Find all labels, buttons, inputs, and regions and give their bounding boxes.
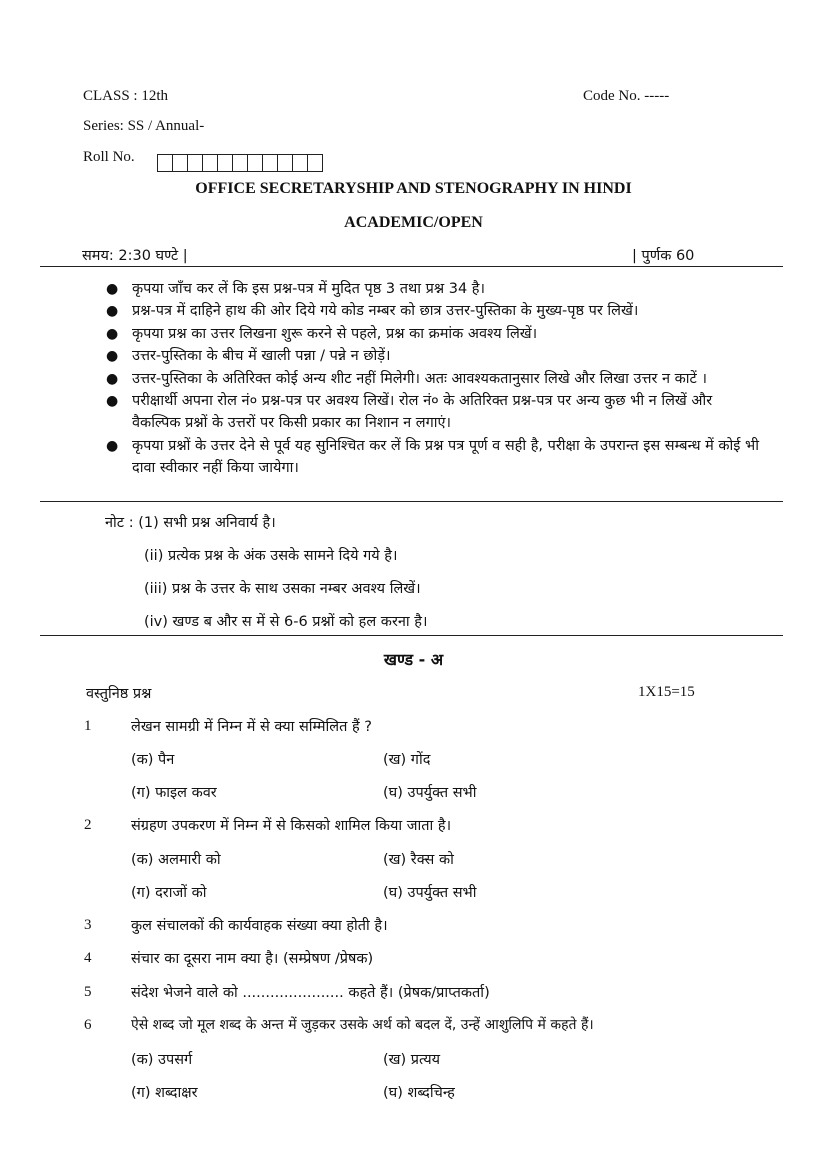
roll-box <box>263 155 278 171</box>
option: (ग) दराजों को <box>131 885 207 901</box>
roll-number-label: Roll No. <box>83 149 135 165</box>
bullet-icon: ● <box>106 303 119 320</box>
divider <box>40 635 783 636</box>
section-subheading: वस्तुनिष्ठ प्रश्न <box>86 686 152 702</box>
instruction-item: ● उत्तर-पुस्तिका के बीच में खाली पन्ना / पन्ने न छोड़ें। <box>105 345 765 367</box>
roll-box <box>308 155 322 171</box>
bullet-icon: ● <box>106 325 119 342</box>
question-number: 3 <box>84 917 92 933</box>
option: (ख) रैक्स को <box>383 852 454 868</box>
option: (क) अलमारी को <box>131 852 221 868</box>
subject-title: OFFICE SECRETARYSHIP AND STENOGRAPHY IN HINDI <box>195 180 632 197</box>
roll-box <box>173 155 188 171</box>
question-number: 5 <box>84 984 92 1000</box>
question-text: संदेश भेजने वाले को ...................... कहते हैं। (प्रेषक/प्राप्तकर्ता) <box>131 985 490 1001</box>
bullet-icon: ● <box>106 393 119 410</box>
instruction-item: ● कृपया प्रश्न का उत्तर लिखना शुरू करने से पहले, प्रश्न का क्रमांक अवश्य लिखें। <box>105 323 765 345</box>
roll-box <box>203 155 218 171</box>
instruction-item: ● कृपया जाँच कर लें कि इस प्रश्न-पत्र में मुदित पृष्ठ 3 तथा प्रश्न 34 है। <box>105 278 765 300</box>
instruction-item: ● परीक्षार्थी अपना रोल नं० प्रश्न-पत्र पर अवश्य लिखें। रोल नं० के अतिरिक्त प्रश्न-पत्र पर अन्य कुछ भी न लिखें और वैकल्पिक प्रश्नों के उत्तरों पर किसी प्रकार का निशान न लगाएं। <box>105 390 765 435</box>
question-number: 6 <box>84 1017 92 1033</box>
option: (घ) शब्दचिन्ह <box>383 1085 455 1101</box>
roll-number-boxes <box>157 154 323 172</box>
section-marks: 1X15=15 <box>638 684 695 700</box>
section-heading: खण्ड - अ <box>383 650 444 669</box>
question-text: ऐसे शब्द जो मूल शब्द के अन्त में जुड़कर उसके अर्थ को बदल दें, उन्हें आशुलिपि में कहते हैं। <box>131 1017 594 1033</box>
roll-box <box>218 155 233 171</box>
option: (ग) फाइल कवर <box>131 785 217 801</box>
instruction-item: ● प्रश्न-पत्र में दाहिने हाथ की ओर दिये गये कोड नम्बर को छात्र उत्तर-पुस्तिका के मुख्य-पृष्ठ पर लिखें। <box>105 300 765 322</box>
option: (क) पैन <box>131 752 175 768</box>
roll-box <box>278 155 293 171</box>
divider <box>40 501 783 502</box>
note-1: नोट : (1) सभी प्रश्न अनिवार्य है। <box>105 515 276 531</box>
code-number: Code No. ----- <box>583 88 670 104</box>
bullet-icon: ● <box>106 281 119 297</box>
question-text: संग्रहण उपकरण में निम्न में से किसको शामिल किया जाता है। <box>131 818 452 834</box>
instruction-item: ● उत्तर-पुस्तिका के अतिरिक्त कोई अन्य शीट नहीं मिलेगी। अतः आवश्यकतानुसार लिखे और लिखा उत्तर न काटें । <box>105 368 765 390</box>
note-3: (iii) प्रश्न के उत्तर के साथ उसका नम्बर अवश्य लिखें। <box>144 581 421 597</box>
divider <box>40 266 783 267</box>
option: (ग) शब्दाक्षर <box>131 1085 198 1101</box>
bullet-icon: ● <box>106 437 119 454</box>
class-label: CLASS : 12th <box>83 88 169 104</box>
question-text: संचार का दूसरा नाम क्या है। (सम्प्रेषण /प्रेषक) <box>131 951 374 967</box>
roll-box <box>248 155 263 171</box>
bullet-icon: ● <box>106 370 119 387</box>
question-number: 1 <box>84 718 92 734</box>
option: (ख) प्रत्यय <box>383 1052 441 1068</box>
series-label: Series: SS / Annual- <box>83 118 205 134</box>
question-number: 2 <box>84 817 92 833</box>
max-marks: | पुर्णक 60 <box>632 248 695 264</box>
category-title: ACADEMIC/OPEN <box>344 214 483 231</box>
instruction-item: ● कृपया प्रश्नों के उत्तर देने से पूर्व यह सुनिश्चित कर लें कि प्रश्न पत्र पूर्ण व सही है, परीक्षा के उपरान्त इस सम्बन्ध में कोई भी दावा स्वीकार नहीं किया जायेगा। <box>105 435 765 480</box>
option: (घ) उपर्युक्त सभी <box>383 885 477 901</box>
roll-box <box>233 155 248 171</box>
question-text: लेखन सामग्री में निम्न में से क्या सम्मिलित हैं ? <box>131 719 372 735</box>
note-4: (iv) खण्ड ब और स में से 6-6 प्रश्नों को हल करना है। <box>144 614 428 630</box>
bullet-icon: ● <box>106 348 119 365</box>
roll-box <box>188 155 203 171</box>
option: (क) उपसर्ग <box>131 1052 193 1068</box>
time-allowed: समय: 2:30 घण्टे | <box>82 248 188 264</box>
roll-box <box>158 155 173 171</box>
question-number: 4 <box>84 950 92 966</box>
option: (घ) उपर्युक्त सभी <box>383 785 477 801</box>
roll-box <box>293 155 308 171</box>
question-text: कुल संचालकों की कार्यवाहक संख्या क्या होती है। <box>131 918 388 934</box>
note-2: (ii) प्रत्येक प्रश्न के अंक उसके सामने दिये गये है। <box>144 548 398 564</box>
instructions-list <box>105 278 765 480</box>
option: (ख) गोंद <box>383 752 431 768</box>
